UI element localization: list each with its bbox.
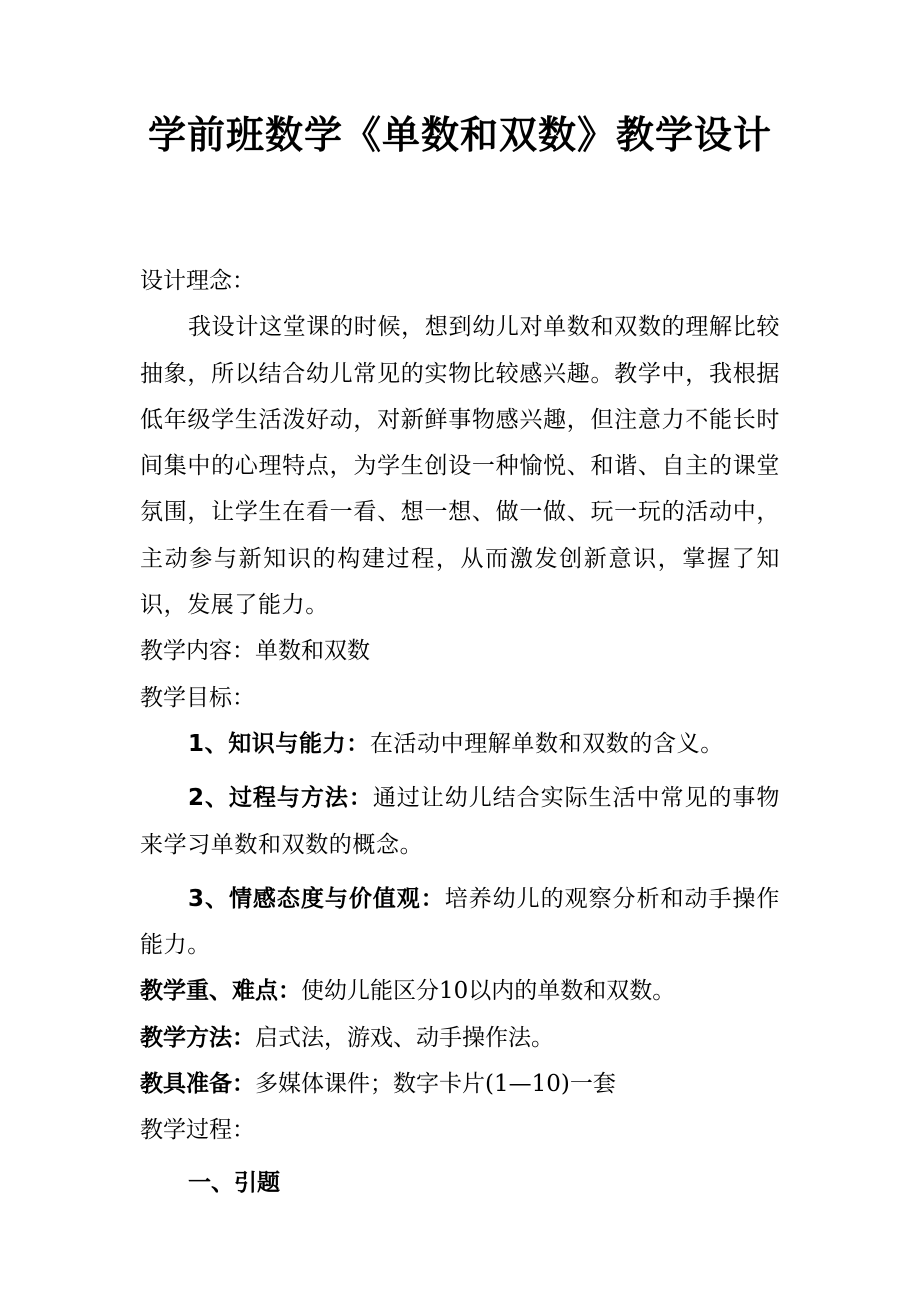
key-points-line [140, 968, 780, 1014]
materials-label: 教具准备： [140, 1071, 255, 1098]
process-label: 教学过程： [140, 1117, 255, 1144]
objective-item-1 [140, 721, 780, 767]
document-body [140, 258, 780, 1206]
teaching-content-line [140, 628, 780, 674]
methods-label: 教学方法： [140, 1024, 255, 1051]
design-concept-label: 设计理念： [140, 268, 255, 294]
materials-line [140, 1061, 780, 1107]
process-step-1: 一、引题 [188, 1169, 280, 1196]
document-title: 学前班数学《单数和双数》教学设计 [147, 113, 772, 157]
objective-item-3 [140, 876, 780, 969]
design-concept-paragraph: 我设计这堂课的时候，想到幼儿对单数和双数的理解比较抽象，所以结合幼儿常见的实物比较感兴趣。教学中，我根据低年级学生活泼好动，对新鲜事物感兴趣，但注意力不能长时间集中的心理特点，为学生创设一种愉悦、和谐、自主的课堂氛围，让学生在看一看、想一想、做一做、玩一玩的活动中，主动参与新知识的构建过程，从而激发创新意识，掌握了知识，发展了能力。 [140, 314, 780, 619]
teaching-content-value: 单数和双数 [255, 638, 370, 665]
objective-item-3-label: 3、情感态度与价值观： [188, 885, 445, 912]
objective-item-2 [140, 775, 780, 868]
objective-item-3-text: 培养幼儿的观察分析和动手操作能力。 [140, 885, 781, 959]
key-points-label: 教学重、难点： [140, 978, 301, 1005]
objective-item-2-text: 通过让幼儿结合实际生活中常见的事物来学习单数和双数的概念。 [140, 785, 781, 858]
key-points-value: 使幼儿能区分10以内的单数和双数。 [301, 978, 676, 1005]
objective-item-2-label: 2、过程与方法： [188, 785, 373, 812]
objectives-label: 教学目标： [140, 684, 255, 711]
materials-value: 多媒体课件；数字卡片(1—10)一套 [255, 1071, 616, 1098]
objective-item-1-label: 1、知识与能力： [188, 730, 370, 757]
methods-line [140, 1015, 780, 1061]
teaching-content-label: 教学内容： [140, 638, 255, 665]
objective-item-1-text: 在活动中理解单数和双数的含义。 [369, 730, 724, 757]
methods-value: 启式法，游戏、动手操作法。 [255, 1024, 554, 1051]
